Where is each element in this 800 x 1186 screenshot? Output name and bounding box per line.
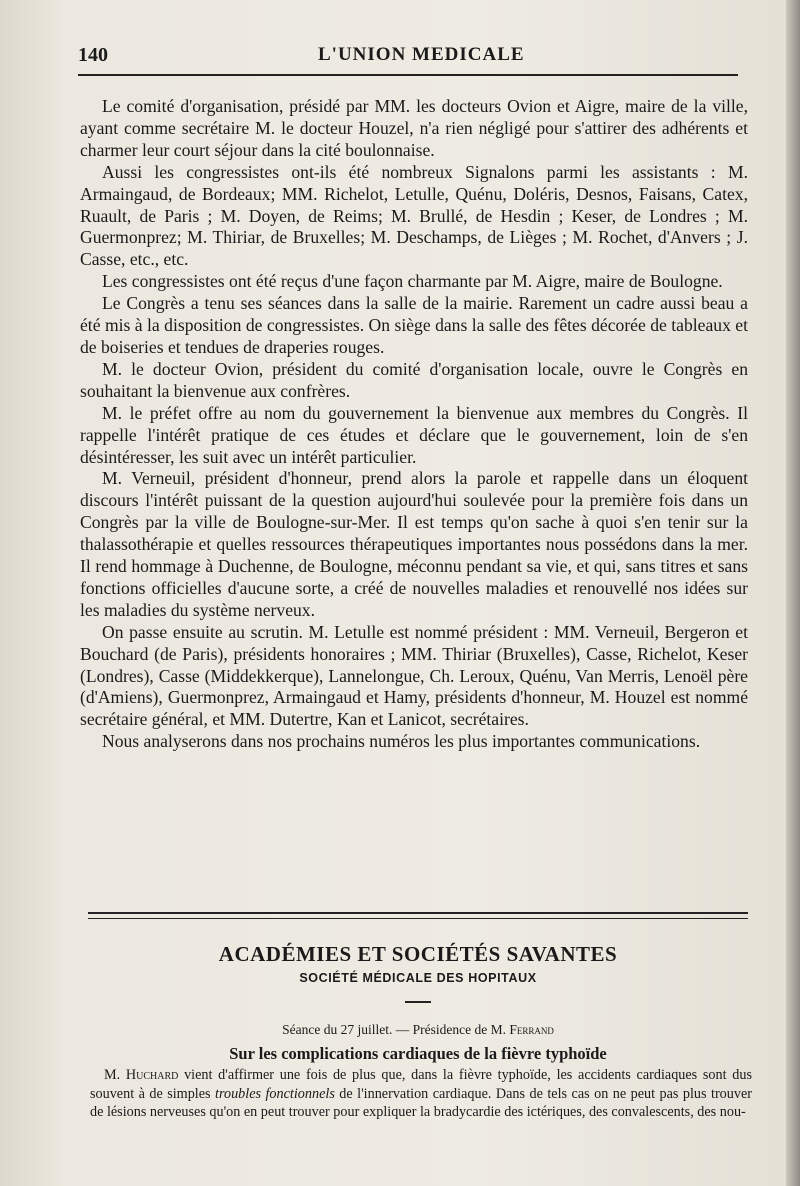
session-line: [88, 1022, 748, 1038]
section-subtitle: SOCIÉTÉ MÉDICALE DES HOPITAUX: [299, 971, 537, 985]
header-rule: [78, 74, 738, 76]
article-body: [80, 96, 748, 753]
page-number: 140: [78, 44, 108, 66]
section-title: ACADÉMIES ET SOCIÉTÉS SAVANTES: [218, 942, 618, 966]
section-divider: [88, 912, 748, 919]
paragraph-conclusion: Nous analyserons dans nos prochains numéros les plus importantes communications.: [102, 731, 701, 752]
paragraph-verneuil: M. Verneuil, président d'honneur, prend alors la parole et rappelle dans un éloquent discours l'intérêt puissant de la question aujourd'hui soulevée pour la première fois dans un Congrès par la ville de Boulogne-sur-Mer. Il est temps qu'on sache à quoi s'en tenir sur la thalassothérapie et quelles ressources thérapeutiques importantes nous possédons dans la mer. Il rend hommage à Duchenne, de Boulogne, méconnu pendant sa vie, et qui, sans titres et sans fonctions officielles d'aucune sorte, a créé de nouvelles maladies et renouvellé nos idées sur les maladies du système nerveux.: [80, 468, 748, 620]
excerpt-paragraph: [90, 1066, 752, 1122]
paragraph-comite: Le comité d'organisation, présidé par MM. les docteurs Ovion et Aigre, maire de la ville, ayant comme secrétaire M. le docteur Houzel, n'a rien négligé pour s'attirer des adhérents et charmer leur court séjour dans la cité boulonnaise.: [80, 96, 748, 160]
excerpt-emphasis: troubles fonctionnels: [215, 1085, 335, 1102]
paragraph-ovion: M. le docteur Ovion, président du comité d'organisation locale, ouvre le Congrès en souhaitant la bienvenue aux confrères.: [80, 358, 748, 401]
paragraph-accueil: Les congressistes ont été reçus d'une façon charmante par M. Aigre, maire de Boulogne.: [102, 271, 723, 292]
session-president: Ferrand: [509, 1022, 554, 1037]
paragraph-scrutin: On passe ensuite au scrutin. M. Letulle est nommé président : MM. Verneuil, Bergeron et Bouchard (de Paris), présidents honoraires ; MM. Thiriar (Bruxelles), Casse, Richelot, Keser (Londres), Casse (Middekkerque), Lannelongue, Ch. Leroux, Quénu, Van Merris, Lenoël père (d'Amiens), Guermonprez, Armaingaud et Hamy, présidents d'honneur, M. Houzel est nommé secrétaire général, et MM. Dutertre, Kan et Lanicot, secrétaires.: [80, 621, 748, 730]
short-divider: [405, 1001, 431, 1003]
paragraph-prefet: M. le préfet offre au nom du gouvernement la bienvenue aux membres du Congrès. Il rappelle l'intérêt pratique de ces études et déclare que le gouvernement, loin de s'en désintéresser, les suit avec un intérêt particulier.: [80, 402, 748, 467]
speaker-name: M. Huchard: [104, 1067, 179, 1083]
paragraph-seances: Le Congrès a tenu ses séances dans la salle de la mairie. Rarement un cadre aussi beau a été mis à la disposition de congressistes. On siège dans la salle des fêtes décorée de tableaux et de boiseries et tendues de draperies rouges.: [80, 293, 748, 357]
session-prefix: Séance du 27 juillet. — Présidence de M.: [282, 1022, 506, 1037]
excerpt-text-b: de l'innervation cardiaque. Dans de tels cas on ne peut pas plus trouver de lésions nerveuses qu'on en peut trouver pour expliquer la bradycardie des ictériques, des convalescents, des nou-: [90, 1085, 752, 1121]
article-title: Sur les complications cardiaques de la fièvre typhoïde: [229, 1044, 607, 1063]
page-header: [78, 44, 738, 70]
page-edge-shadow: [786, 0, 800, 1186]
paragraph-congressistes: Aussi les congressistes ont-ils été nombreux Signalons parmi les assistants : M. Armaingaud, de Bordeaux; MM. Richelot, Letulle, Quénu, Doléris, Desnos, Faisans, Catex, Ruault, de Paris ; M. Doyen, de Reims; M. Brullé, de Hesdin ; Keser, de Londres ; M. Guermonprez; M. Thiriar, de Bruxelles; M. Deschamps, de Lièges ; M. Rochet, d'Anvers ; J. Casse, etc., etc.: [80, 161, 748, 270]
running-title: L'UNION MEDICALE: [318, 44, 525, 65]
article-excerpt: [90, 1066, 752, 1122]
excerpt-text-a: vient d'affirmer une fois de plus que, dans la fièvre typhoïde, les accidents cardiaques sont dus souvent à de simples: [90, 1067, 752, 1102]
